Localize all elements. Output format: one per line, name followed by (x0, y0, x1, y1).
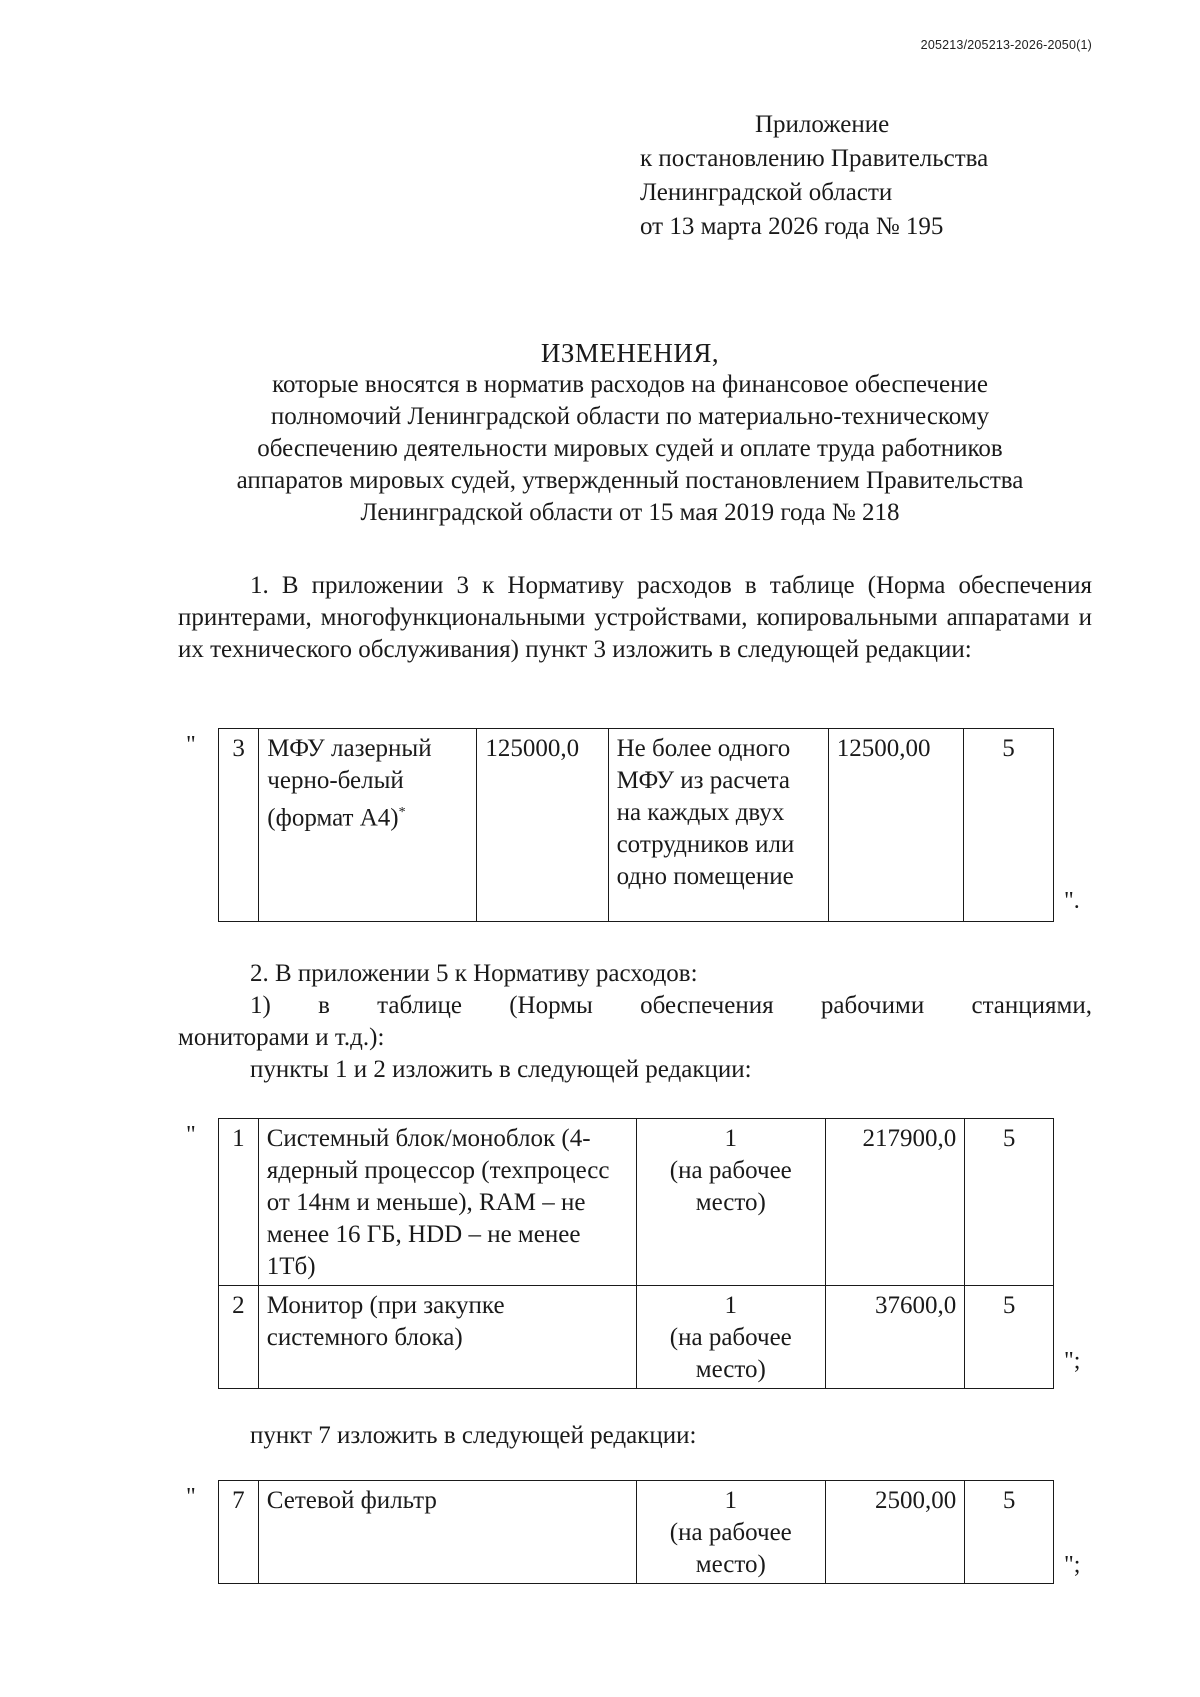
table-2-row-1-qty-note: (на рабочее место) (669, 1157, 792, 1216)
table-2-row-2-qty-cell (636, 1286, 825, 1389)
table-2-open-quote: " (186, 1122, 196, 1148)
title-line-1: которые вносятся в норматив расходов на финансовое обеспечение (272, 371, 988, 398)
table-3-years: 5 (965, 1481, 1054, 1584)
table-1-open-quote: " (186, 732, 196, 758)
section-2-line-3: мониторами и т.д.): (178, 1024, 385, 1051)
table-2-close-quote: "; (1064, 1348, 1081, 1374)
table-2-row-1-qty-cell (636, 1119, 825, 1286)
table-3-open-quote: " (186, 1484, 196, 1510)
section-2-line-1: 2. В приложении 5 к Нормативу расходов: (250, 960, 698, 987)
section-1-text: 1. В приложении 3 к Нормативу расходов в таблице (Норма обеспечения принтерами, многофункциональными устройствами, копировальными аппаратами и их технического обслуживания) пункт 3 изложить в следующей редакции: (178, 572, 1092, 663)
table-2-row-1-num: 1 (219, 1119, 259, 1286)
table-3-num: 7 (219, 1481, 259, 1584)
table-2-row-2-qty: 1 (724, 1292, 738, 1319)
table-3-price: 2500,00 (825, 1481, 965, 1584)
table-1-norm: Не более одного МФУ из расчета на каждых двух сотрудников или одно помещение (608, 729, 828, 922)
title-line-2: полномочий Ленинградской области по материально-техническому (270, 403, 990, 430)
table-3-qty: 1 (724, 1487, 738, 1514)
document-id: 205213/205213-2026-2050(1) (920, 38, 1092, 52)
table-1-years: 5 (964, 729, 1054, 922)
table-3 (218, 1480, 1054, 1584)
title-line-4: аппаратов мировых судей, утвержденный постановлением Правительства (236, 467, 1024, 494)
table-2-row-2-years: 5 (965, 1286, 1054, 1389)
table-1-price: 125000,0 (477, 729, 608, 922)
section-2-line-4: пункты 1 и 2 изложить в следующей редакции: (250, 1056, 752, 1083)
table-row (219, 1286, 1054, 1389)
section-2-line-2: 1) в таблице (Нормы обеспечения рабочими станциями, (250, 992, 1092, 1019)
appendix-label: Приложение (755, 111, 890, 138)
table-1-num: 3 (219, 729, 259, 922)
title-line-3: обеспечению деятельности мировых судей и оплате труда работников (257, 435, 1003, 462)
table-2-row-2-name: Монитор (при закупке системного блока) (258, 1286, 636, 1389)
title-heading: ИЗМЕНЕНИЯ, (540, 338, 720, 368)
table-3-name: Сетевой фильтр (258, 1481, 636, 1584)
title-line-5: Ленинградской области от 15 мая 2019 года № 218 (360, 499, 900, 526)
document-title (170, 337, 1090, 529)
table-1-cost: 12500,00 (828, 729, 963, 922)
appendix-line-2: к постановлению Правительства (640, 145, 989, 172)
table-3-qty-note: (на рабочее место) (669, 1519, 792, 1578)
table-2-row-2-num: 2 (219, 1286, 259, 1389)
appendix-block (640, 108, 988, 244)
section-3-line-1: пункт 7 изложить в следующей редакции: (250, 1422, 697, 1449)
table-1-name: МФУ лазерный черно-белый (формат А4) (267, 735, 432, 832)
table-2-row-2-qty-note: (на рабочее место) (669, 1324, 792, 1383)
table-3-qty-cell (636, 1481, 825, 1584)
table-2-row-1-name: Системный блок/моноблок (4-ядерный процессор (техпроцесс от 14нм и меньше), RAM – не менее 16 ГБ, HDD – не менее 1Тб) (258, 1119, 636, 1286)
table-1-close-quote: ". (1064, 888, 1080, 914)
table-2-row-2-price: 37600,0 (825, 1286, 965, 1389)
table-1-footnote-mark: * (398, 805, 406, 820)
appendix-line-3: Ленинградской области (640, 179, 893, 206)
table-1 (218, 728, 1054, 922)
table-2-row-1-price: 217900,0 (825, 1119, 965, 1286)
section-1-paragraph (178, 570, 1092, 666)
table-row (219, 729, 1054, 922)
table-1-name-cell (259, 729, 477, 922)
table-3-close-quote: "; (1064, 1552, 1081, 1578)
table-2-row-1-qty: 1 (724, 1125, 738, 1152)
table-2 (218, 1118, 1054, 1389)
table-row (219, 1481, 1054, 1584)
table-2-row-1-years: 5 (965, 1119, 1054, 1286)
table-row (219, 1119, 1054, 1286)
appendix-line-4: от 13 марта 2026 года № 195 (640, 213, 944, 240)
